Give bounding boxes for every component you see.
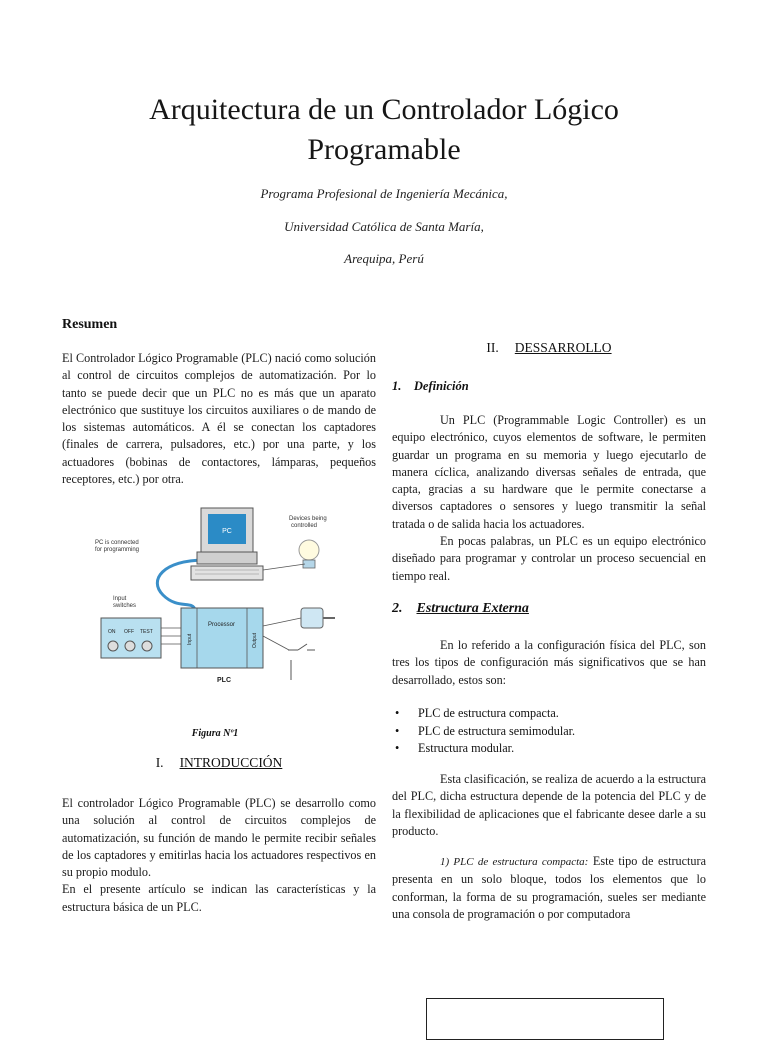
intro-heading-text: INTRODUCCIÓN (179, 755, 283, 770)
processor-label: Processor (208, 622, 236, 628)
definicion-paragraph-2: En pocas palabras, un PLC es un equipo electrónico diseñado para programar y controlar un proceso secuencial en tiempo real. (392, 534, 706, 583)
motor-icon (301, 608, 335, 628)
figure-caption: Figura Nº1 (191, 728, 239, 739)
plc-figure (93, 500, 338, 695)
affiliation-university: Universidad Católica de Santa María, (284, 219, 484, 234)
pc-connected-label-1: PC is connected (95, 540, 139, 546)
intro-heading (62, 755, 376, 771)
compacta-body: Este tipo de estructura presenta en un solo bloque, todos los elementos que lo conforman, la forma de su programación, sueles ser mediante una consola de programación o por computadora (392, 854, 706, 921)
affiliation-program: Programa Profesional de Ingeniería Mecánica, (260, 186, 508, 201)
input-switches-label-2: switches (113, 603, 137, 609)
input-switches-label-1: Input (113, 596, 127, 602)
switch-box-icon (101, 618, 161, 658)
estructura-externa-heading (392, 601, 529, 617)
devices-label-1: Devices being (289, 516, 327, 522)
estructura-externa-number: 2. (392, 601, 403, 616)
compacta-label: 1) PLC de estructura compacta: (440, 856, 589, 868)
clasificacion-text (392, 771, 706, 840)
output-label: Output (252, 632, 258, 648)
devices-label-2: controlled (291, 523, 318, 529)
desarrollo-heading-text: DESSARROLLO (514, 340, 612, 355)
plc-label: PLC (217, 677, 231, 684)
switch-on-label: ON (108, 629, 116, 635)
plc-diagram (93, 500, 338, 695)
definicion-text (392, 412, 706, 585)
resumen-paragraph: El Controlador Lógico Programable (PLC) nació como solución al control de circuitos complejos de automatización. Por lo tanto se puede decir que un PLC no es más que un aparato electrónico que sustituye los circuitos auxiliares o de mando de los sistemas automáticos. A él se conectan los captadores (finales de carrera, pulsadores, etc.) por una parte, y los actuadores (bobinas de contactores, lámparas, pequeños receptores, etc.) por otra. (62, 351, 376, 487)
switch-test-label: TEST (140, 629, 153, 635)
estructura-externa-text (392, 637, 706, 689)
list-item: • PLC de estructura semimodular. (392, 723, 706, 741)
plc-unit-icon (181, 608, 263, 668)
paper-title-line1: Arquitectura de un Controlador Lógico (149, 93, 619, 126)
definicion-heading (392, 379, 469, 394)
intro-text (62, 795, 376, 916)
estructura-externa-title: Estructura Externa (416, 601, 529, 616)
list-item: • Estructura modular. (392, 740, 706, 758)
clasificacion-paragraph: Esta clasificación, se realiza de acuerdo a la estructura del PLC, dicha estructura depende de la potencia del PLC y de la flexibilidad de aplicaciones que el fabricante desee darle a su producto. (392, 772, 706, 838)
config-list (392, 705, 706, 758)
list-item: • PLC de estructura compacta. (392, 705, 706, 723)
pc-icon (191, 508, 263, 580)
compacta-text (392, 853, 706, 923)
resumen-heading: Resumen (62, 317, 118, 332)
intro-heading-number: I. (155, 755, 164, 770)
definicion-title: Definición (413, 379, 469, 393)
intro-paragraph-1: El controlador Lógico Programable (PLC) se desarrollo como una solución al control de circuitos complejos de automatización, su función de mando le permite recibir señales de los captadores y emitirlas hacia los actuadores respectivos en su propio modulo. (62, 796, 376, 880)
desarrollo-heading-number: II. (486, 340, 499, 355)
pc-connected-label-2: for programming (95, 547, 140, 553)
pc-label: PC (222, 528, 232, 535)
definicion-number: 1. (392, 379, 402, 393)
paper-title (0, 90, 768, 170)
figure-frame-partial (426, 998, 664, 1040)
compacta-paragraph (392, 853, 706, 923)
contact-icon (288, 644, 315, 680)
lamp-icon (299, 540, 319, 568)
desarrollo-heading (392, 340, 706, 356)
input-label: Input (187, 633, 193, 645)
paper-title-line2: Programable (307, 133, 461, 166)
resumen-text (62, 350, 376, 488)
definicion-paragraph-1: Un PLC (Programmable Logic Controller) es un equipo electrónico, cuyos elementos de software, le permiten guardar un programa en su memoria y luego ejecutarlo de manera cíclica, analizando diversas señales de entrada, que capta, gracias a su hardware que le permite conectarse a diversos captadores o sensores y luego transmitir la señal tratada o de salida hacia los actuadores. (392, 413, 706, 531)
switch-off-label: OFF (124, 629, 134, 635)
affiliation-city: Arequipa, Perú (344, 251, 424, 266)
intro-paragraph-2: En el presente artículo se indican las características y la estructura básica de un PLC. (62, 882, 376, 914)
estructura-externa-paragraph-1: En lo referido a la configuración física del PLC, son tres los tipos de configuración más significativos que se han desarrollado, estos son: (392, 638, 706, 687)
